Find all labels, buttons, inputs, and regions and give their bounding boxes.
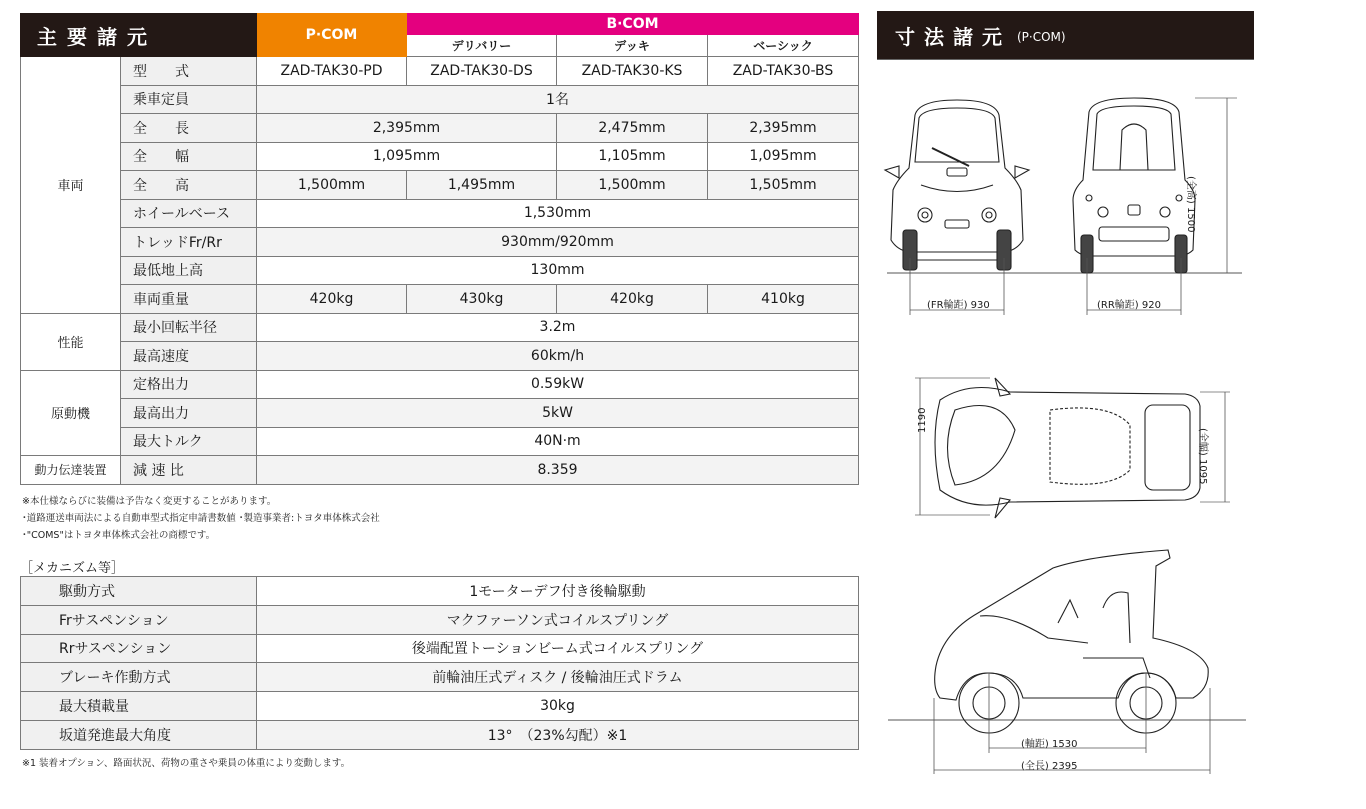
bcom-variant-delivery: デリバリー (407, 35, 557, 57)
spec-note-1: ※本仕様ならびに装備は予告なく変更することがあります。 (22, 496, 277, 507)
front-tread-label: (FR輪距) 930 (927, 300, 990, 311)
value-width-ks: 1,105mm (557, 142, 708, 171)
label-length: 全 長 (121, 114, 257, 143)
model-ds: ZAD-TAK30-DS (407, 57, 557, 86)
mech-label-fr-suspension: Frサスペンション (21, 605, 257, 634)
height-label: (全高) 1500 (1185, 176, 1196, 233)
length-label: (全長) 2395 (1021, 761, 1078, 772)
value-capacity: 1名 (257, 85, 859, 114)
spec-note-3: ･"COMS"はトヨタ車体株式会社の商標です。 (22, 530, 216, 541)
spec-note-2: ･道路運送車両法による自動車型式指定申請書数値 ･製造事業者:トヨタ車体株式会社 (22, 513, 380, 524)
label-turning: 最小回転半径 (121, 313, 257, 342)
label-tread: トレッドFr/Rr (121, 228, 257, 257)
value-weight-bs: 410kg (708, 285, 859, 314)
value-height-ks: 1,500mm (557, 171, 708, 200)
dimensions-title: 寸法諸元 (895, 25, 1011, 49)
value-length-bs: 2,395mm (708, 114, 859, 143)
value-top-speed: 60km/h (257, 342, 859, 371)
wheelbase-label: (軸距) 1530 (1021, 739, 1078, 750)
label-top-speed: 最高速度 (121, 342, 257, 371)
label-capacity: 乗車定員 (121, 85, 257, 114)
value-tread: 930mm/920mm (257, 228, 859, 257)
value-length-ks: 2,475mm (557, 114, 708, 143)
spec-title: 主要諸元 (21, 14, 257, 57)
value-wheelbase: 1,530mm (257, 199, 859, 228)
mech-value-max-load: 30kg (257, 692, 859, 721)
value-weight-pd: 420kg (257, 285, 407, 314)
category-transmission: 動力伝達装置 (21, 456, 121, 485)
value-max-output: 5kW (257, 399, 859, 428)
mech-label-max-load: 最大積載量 (21, 692, 257, 721)
value-gear-ratio: 8.359 (257, 456, 859, 485)
value-turning: 3.2m (257, 313, 859, 342)
category-vehicle: 車両 (21, 57, 121, 314)
mech-title: ［メカニズム等］ (20, 561, 125, 576)
value-width-bs: 1,095mm (708, 142, 859, 171)
value-weight-ds: 430kg (407, 285, 557, 314)
value-height-pd: 1,500mm (257, 171, 407, 200)
dimensions-header (877, 11, 1254, 59)
label-height: 全 高 (121, 171, 257, 200)
dimensions-subtitle: (P·COM) (1017, 30, 1066, 44)
pcom-header: P·COM (257, 14, 407, 57)
label-width: 全 幅 (121, 142, 257, 171)
value-weight-ks: 420kg (557, 285, 708, 314)
mech-note: ※1 装着オプション、路面状況、荷物の重さや乗員の体重により変動します。 (22, 758, 351, 769)
label-weight: 車両重量 (121, 285, 257, 314)
mechanism-table (20, 576, 859, 750)
value-rated-output: 0.59kW (257, 370, 859, 399)
mech-value-fr-suspension: マクファーソン式コイルスプリング (257, 605, 859, 634)
width-right-label: (全幅) 1095 (1197, 428, 1208, 485)
label-clearance: 最低地上高 (121, 256, 257, 285)
value-height-ds: 1,495mm (407, 171, 557, 200)
rear-view-car (1073, 98, 1195, 273)
model-bs: ZAD-TAK30-BS (708, 57, 859, 86)
mech-label-rr-suspension: Rrサスペンション (21, 634, 257, 663)
bcom-variant-basic: ベーシック (708, 35, 859, 57)
width-left-label: 1190 (917, 407, 928, 433)
category-performance: 性能 (21, 313, 121, 370)
mech-value-drive: 1モーターデフ付き後輪駆動 (257, 577, 859, 606)
value-clearance: 130mm (257, 256, 859, 285)
value-height-bs: 1,505mm (708, 171, 859, 200)
value-width-pd-ds: 1,095mm (257, 142, 557, 171)
value-max-torque: 40N·m (257, 427, 859, 456)
mech-value-brake: 前輪油圧式ディスク / 後輪油圧式ドラム (257, 663, 859, 692)
model-pd: ZAD-TAK30-PD (257, 57, 407, 86)
mech-label-drive: 駆動方式 (21, 577, 257, 606)
category-motor: 原動機 (21, 370, 121, 456)
model-ks: ZAD-TAK30-KS (557, 57, 708, 86)
mech-value-slope: 13° （23%勾配）※1 (257, 720, 859, 749)
bcom-header: B·COM (407, 14, 859, 35)
rear-tread-label: (RR輪距) 920 (1097, 300, 1161, 311)
label-max-torque: 最大トルク (121, 427, 257, 456)
mech-label-slope: 坂道発進最大角度 (21, 720, 257, 749)
value-length-pd-ds: 2,395mm (257, 114, 557, 143)
label-wheelbase: ホイールベース (121, 199, 257, 228)
bcom-variant-deck: デッキ (557, 35, 708, 57)
label-model: 型 式 (121, 57, 257, 86)
label-max-output: 最高出力 (121, 399, 257, 428)
mech-label-brake: ブレーキ作動方式 (21, 663, 257, 692)
mech-value-rr-suspension: 後端配置トーションビーム式コイルスプリング (257, 634, 859, 663)
dimensions-header-rule (877, 59, 1254, 60)
top-view-drawing (900, 370, 1240, 525)
top-view-car (915, 378, 1230, 518)
label-rated-output: 定格出力 (121, 370, 257, 399)
front-view-car (885, 100, 1029, 270)
label-gear-ratio: 減 速 比 (121, 456, 257, 485)
spec-table (20, 13, 859, 485)
